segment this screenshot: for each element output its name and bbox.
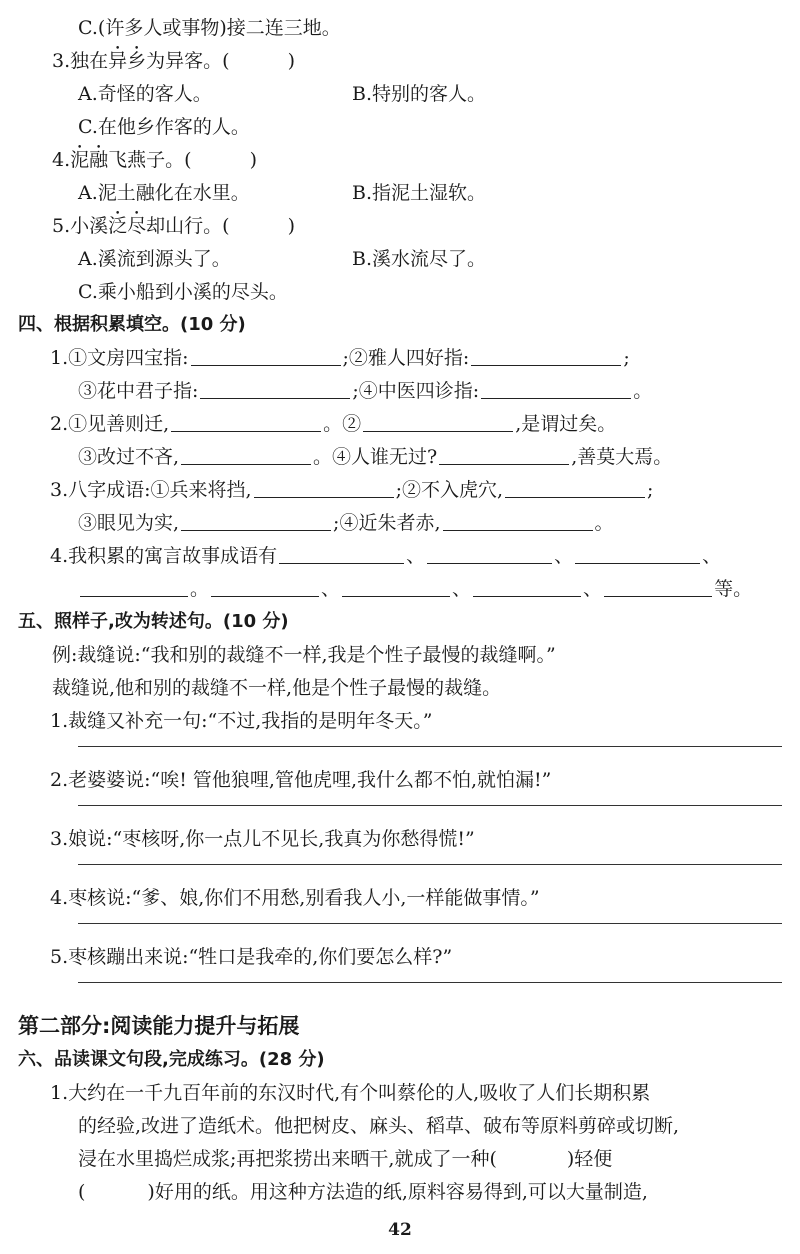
fill-blank[interactable] <box>363 411 513 432</box>
question-5-stem: 5.小溪泛尽却山行。( ) <box>52 215 296 237</box>
fill-blank[interactable] <box>80 576 188 597</box>
option-a: A.奇怪的客人。 <box>78 83 212 105</box>
fill-blank[interactable] <box>575 543 700 564</box>
fill-blank[interactable] <box>427 543 552 564</box>
fill-blank[interactable] <box>439 444 569 465</box>
option-row <box>78 179 487 207</box>
passage-line: ( )好用的纸。用这种方法造的纸,原料容易得到,可以大量制造, <box>78 1181 648 1203</box>
option-c: C.在他乡作客的人。 <box>78 116 250 138</box>
fill-blank[interactable] <box>211 576 319 597</box>
option-c: C.(许多人或事物)接二连三地。 <box>78 17 341 39</box>
option-row <box>78 245 487 273</box>
fill-line: ③改过不吝, 。④人谁无过? ,善莫大焉。 <box>78 446 673 468</box>
answer-line[interactable] <box>78 864 782 865</box>
fill-line: 。 、 、 、 等。 <box>78 575 752 603</box>
example-sentence: 例:裁缝说:“我和别的裁缝不一样,我是个性子最慢的裁缝啊。” <box>52 644 556 666</box>
fill-blank[interactable] <box>181 510 331 531</box>
passage-line: 1.大约在一千九百年前的东汉时代,有个叫蔡伦的人,吸收了人们长期积累 <box>50 1082 651 1104</box>
passage-line: 的经验,改进了造纸术。他把树皮、麻头、稻草、破布等原料剪碎或切断, <box>78 1115 680 1137</box>
part-2-title: 第二部分:阅读能力提升与拓展 <box>18 1014 300 1038</box>
section-6-title: 六、品读课文句段,完成练习。(28 分) <box>18 1049 325 1070</box>
option-a: A.溪流到源头了。 <box>78 248 231 270</box>
fill-line: 4.我积累的寓言故事成语有 、 、 、 <box>50 545 722 567</box>
fill-blank[interactable] <box>171 411 321 432</box>
option-b: B.指泥土湿软。 <box>352 182 487 204</box>
fill-blank[interactable] <box>505 477 645 498</box>
section-5-title: 五、照样子,改为转述句。(10 分) <box>18 611 289 632</box>
rewrite-question-5: 5.枣核蹦出来说:“牲口是我牵的,你们要怎么样?” <box>50 946 453 968</box>
answer-line[interactable] <box>78 923 782 924</box>
fill-line: ③眼见为实, ;④近朱者赤, 。 <box>78 512 614 534</box>
fill-line: 2.①见善则迁, 。② ,是谓过矣。 <box>50 413 617 435</box>
option-c: C.乘小船到小溪的尽头。 <box>78 281 288 303</box>
answer-line[interactable] <box>78 982 782 983</box>
fill-line: 3.八字成语:①兵来将挡, ;②不入虎穴, ; <box>50 479 654 501</box>
question-3-stem: 3.独在异乡为异客。( ) <box>52 50 296 72</box>
option-row <box>78 80 487 108</box>
fill-line: ③花中君子指: ;④中医四诊指: 。 <box>78 380 653 402</box>
option-b: B.特别的客人。 <box>352 83 487 105</box>
fill-blank[interactable] <box>443 510 593 531</box>
question-4-stem: 4.泥融飞燕子。( ) <box>52 149 258 171</box>
example-answer: 裁缝说,他和别的裁缝不一样,他是个性子最慢的裁缝。 <box>52 677 502 699</box>
rewrite-question-3: 3.娘说:“枣核呀,你一点儿不见长,我真为你愁得慌!” <box>50 828 475 850</box>
fill-blank[interactable] <box>473 576 581 597</box>
fill-blank[interactable] <box>200 378 350 399</box>
fill-blank[interactable] <box>604 576 712 597</box>
fill-blank[interactable] <box>279 543 404 564</box>
fill-blank[interactable] <box>481 378 631 399</box>
fill-blank[interactable] <box>342 576 450 597</box>
option-b: B.溪水流尽了。 <box>352 248 487 270</box>
page-number: 42 <box>388 1220 412 1240</box>
answer-line[interactable] <box>78 805 782 806</box>
answer-line[interactable] <box>78 746 782 747</box>
fill-blank[interactable] <box>181 444 311 465</box>
rewrite-question-2: 2.老婆婆说:“唉! 管他狼哩,管他虎哩,我什么都不怕,就怕漏!” <box>50 769 552 791</box>
fill-blank[interactable] <box>191 345 341 366</box>
passage-line: 浸在水里捣烂成浆;再把浆捞出来晒干,就成了一种( )轻便 <box>78 1148 613 1170</box>
option-a: A.泥土融化在水里。 <box>78 182 250 204</box>
fill-blank[interactable] <box>471 345 621 366</box>
fill-line: 1.①文房四宝指: ;②雅人四好指: ; <box>50 347 630 369</box>
fill-blank[interactable] <box>254 477 394 498</box>
section-4-title: 四、根据积累填空。(10 分) <box>18 314 246 335</box>
rewrite-question-4: 4.枣核说:“爹、娘,你们不用愁,别看我人小,一样能做事情。” <box>50 887 540 909</box>
rewrite-question-1: 1.裁缝又补充一句:“不过,我指的是明年冬天。” <box>50 710 433 732</box>
